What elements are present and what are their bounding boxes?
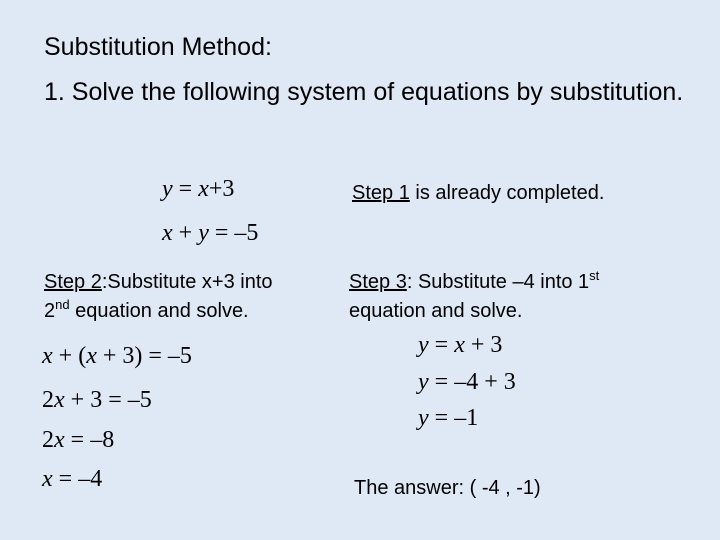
step-3-work-line-2: y = –4 + 3	[418, 369, 516, 395]
step-1-label: Step 1	[352, 182, 410, 204]
step-2-work-line-2: 2x + 3 = –5	[42, 387, 152, 413]
step-2-work-line-1: x + (x + 3) = –5	[42, 343, 192, 369]
step-2-work-line-3: 2x = –8	[42, 427, 115, 453]
step-3-work-line-1: y = x + 3	[418, 332, 503, 358]
step-3-work-line-3: y = –1	[418, 405, 479, 431]
step-1-note: Step 1 is already completed.	[352, 182, 605, 204]
step-2-label: Step 2	[44, 271, 102, 293]
step-3-instruction: Step 3: Substitute –4 into 1st equation and solve.	[349, 268, 600, 322]
problem-statement: 1. Solve the following system of equations by substitution.	[44, 78, 684, 106]
final-answer: The answer: ( -4 , -1)	[354, 477, 541, 499]
slide-title: Substitution Method:	[44, 33, 272, 61]
step-2-instruction: Step 2:Substitute x+3 into 2nd equation and solve.	[44, 271, 273, 322]
system-equation-2: x + y = –5	[162, 220, 259, 246]
step-3-label: Step 3	[349, 271, 407, 293]
step-2-work-line-4: x = –4	[42, 466, 103, 492]
system-equation-1: y = x+3	[162, 176, 235, 202]
